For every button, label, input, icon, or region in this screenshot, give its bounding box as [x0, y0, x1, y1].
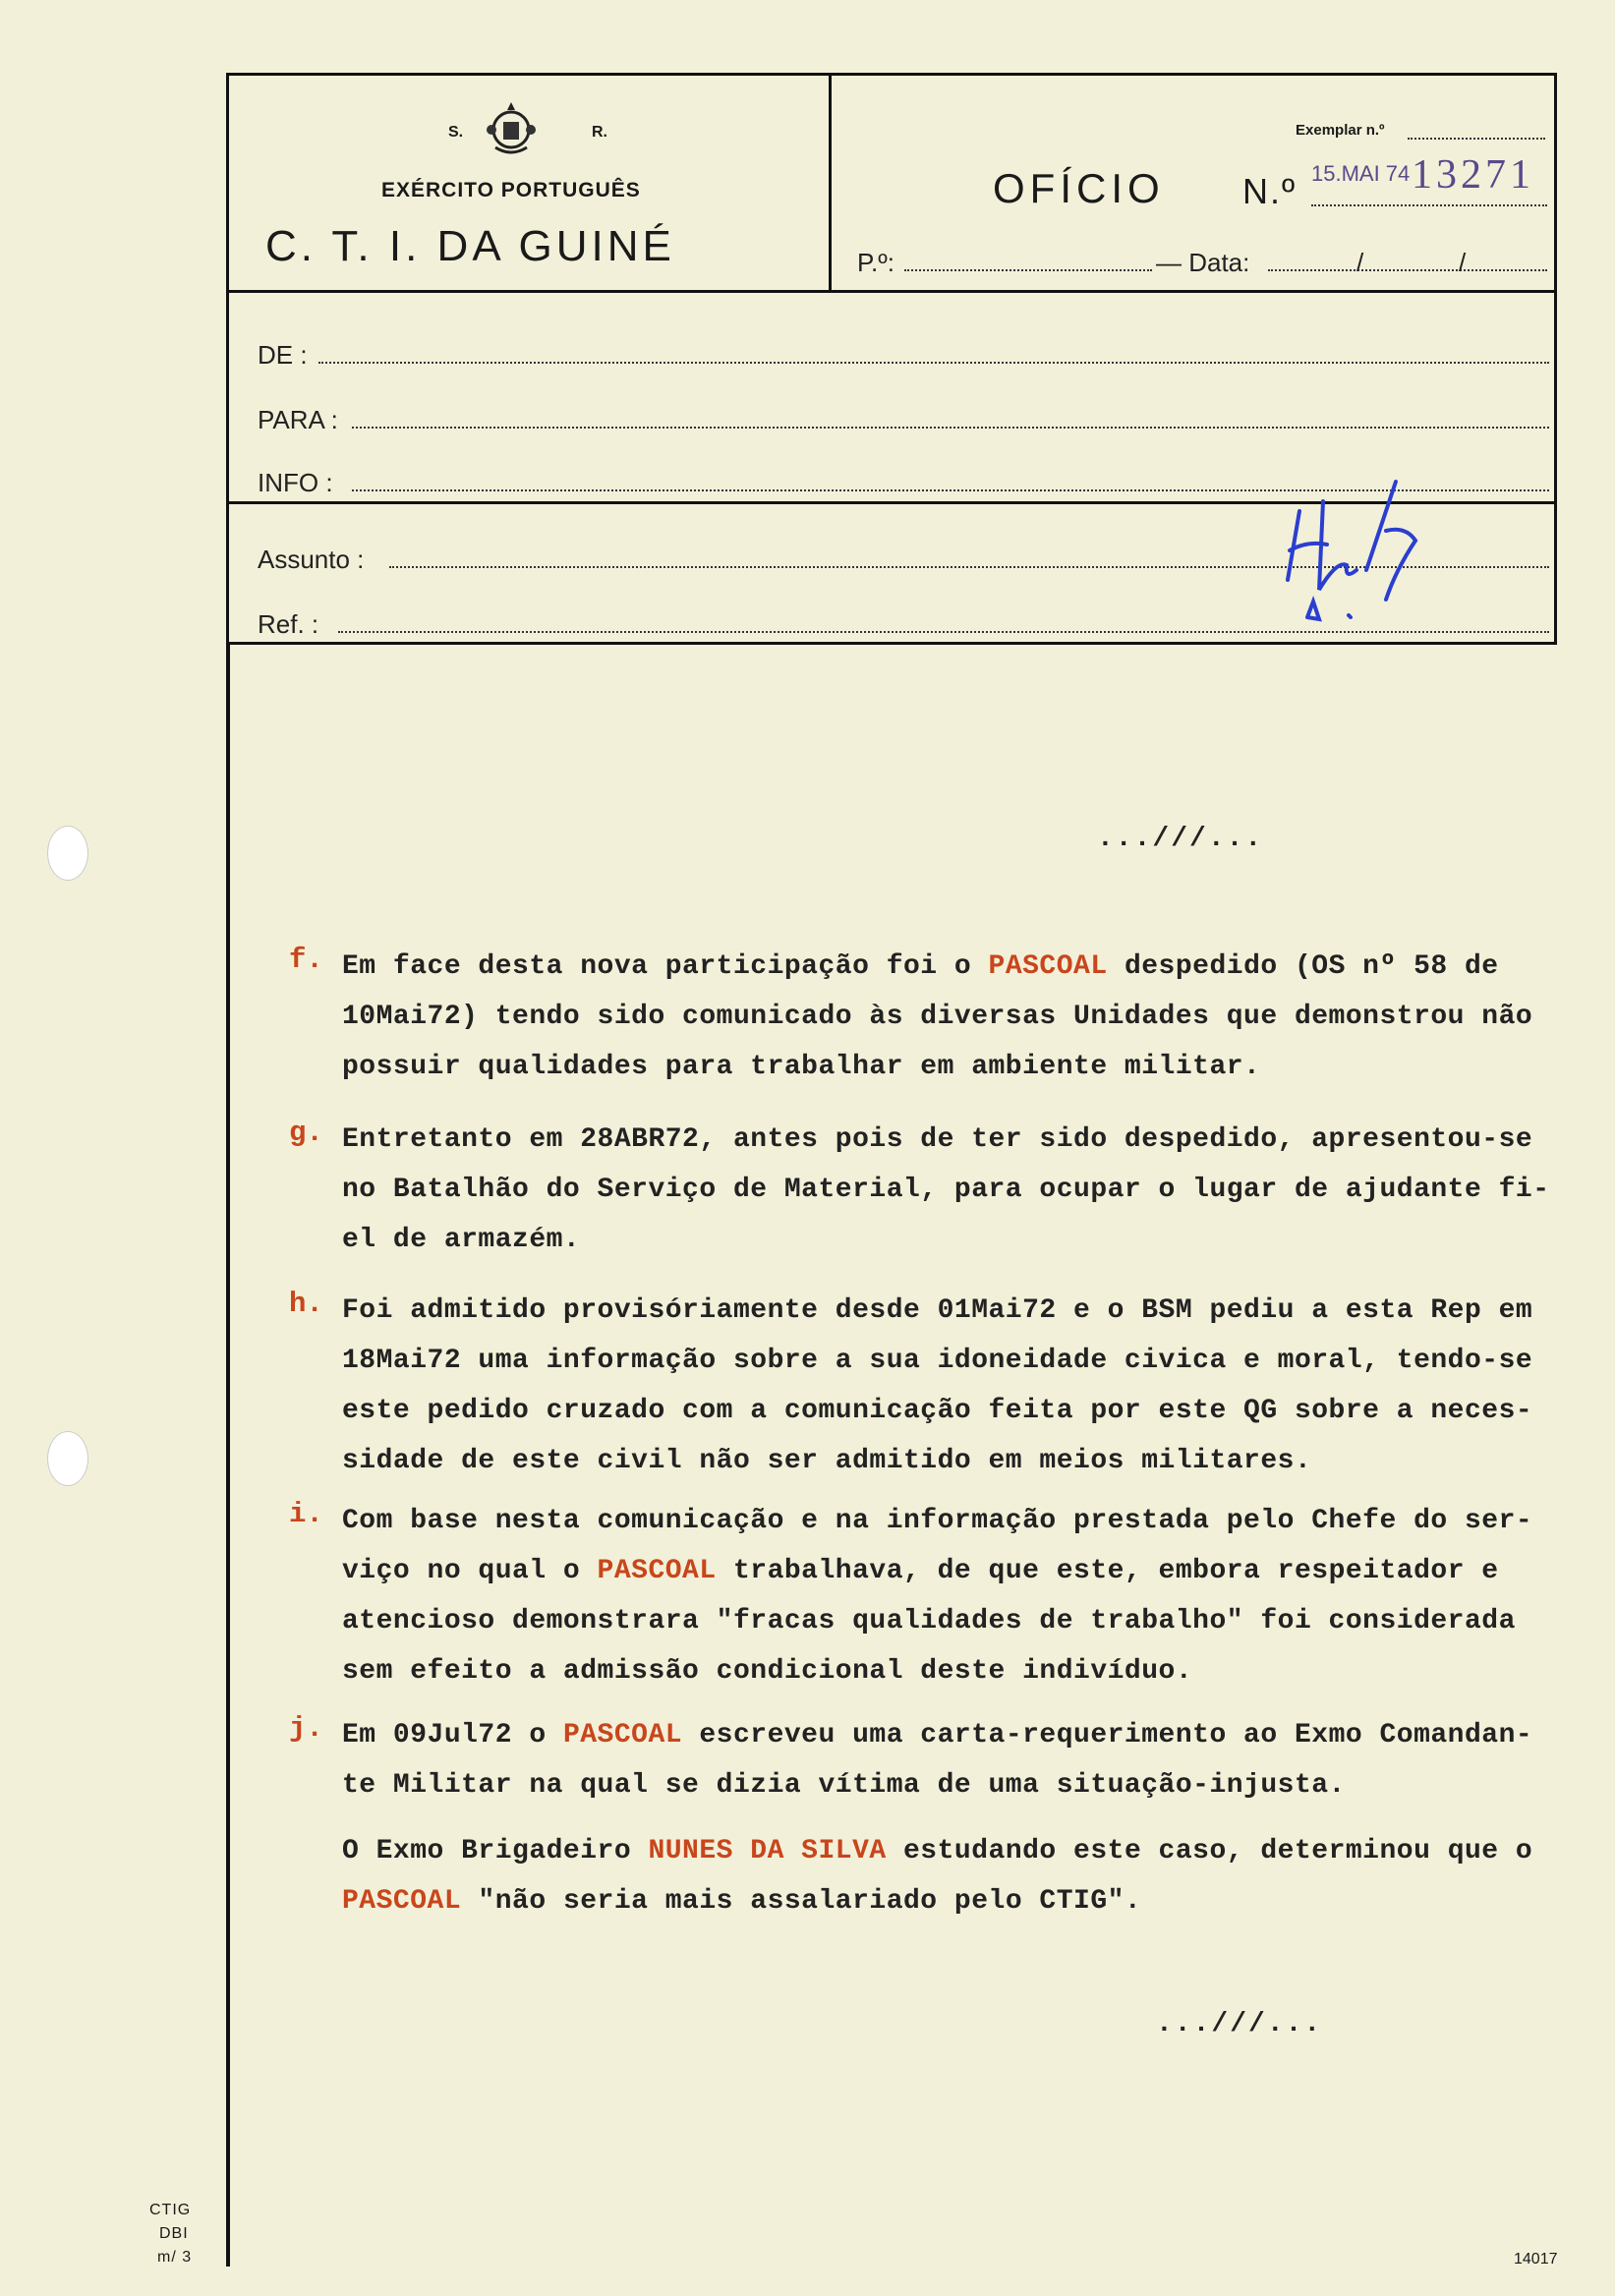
form-code-2: DBI [159, 2225, 189, 2242]
item-f-line-3: possuir qualidades para trabalhar em ambiente militar. [342, 1052, 1261, 1082]
print-code: 14017 [1514, 2251, 1558, 2267]
data-line [1268, 269, 1547, 271]
item-j-line-4 [342, 1876, 1141, 1926]
item-i-line-1: Com base nesta comunicação e na informação prestada pelo Chefe do ser- [342, 1506, 1533, 1536]
name-pascoal: PASCOAL [988, 951, 1108, 982]
po-line [904, 269, 1152, 271]
form-code-3: m/ 3 [157, 2249, 193, 2266]
para-label: PARA : [258, 405, 338, 434]
punch-hole-bottom [47, 1431, 88, 1486]
name-pascoal: PASCOAL [342, 1886, 462, 1917]
unit-name: C. T. I. DA GUINÉ [265, 222, 675, 270]
punch-hole-top [47, 826, 88, 881]
name-pascoal: PASCOAL [597, 1556, 717, 1586]
continuation-bottom: ...///... [1156, 2009, 1323, 2039]
item-g-line-1: Entretanto em 28ABR72, antes pois de ter sido despedido, apresentou-se [342, 1124, 1533, 1155]
item-j-letter: j. [289, 1712, 323, 1745]
crest-s: S. [448, 124, 464, 141]
item-h-line-4: sidade de este civil não ser admitido em meios militares. [342, 1446, 1312, 1476]
de-line [318, 362, 1549, 364]
continuation-top: ...///... [1097, 824, 1264, 854]
crest-icon [482, 98, 541, 157]
info-label: INFO : [258, 468, 333, 497]
ref-label: Ref. : [258, 609, 319, 639]
header-divider [829, 73, 832, 293]
item-i-line-4: sem efeito a admissão condicional deste indivíduo. [342, 1656, 1193, 1687]
name-pascoal: PASCOAL [562, 1720, 683, 1751]
item-f-line-1 [342, 942, 1499, 992]
item-h-line-3: este pedido cruzado com a comunicação feita por este QG sobre a neces- [342, 1396, 1533, 1426]
item-f-line-2: 10Mai72) tendo sido comunicado às diversas Unidades que demonstrou não [342, 1002, 1533, 1032]
item-h-letter: h. [289, 1288, 323, 1320]
org-name: EXÉRCITO PORTUGUÊS [381, 179, 641, 201]
item-i-text-2a: viço no qual o [342, 1556, 598, 1586]
item-f-letter: f. [289, 944, 323, 976]
item-h-line-1: Foi admitido provisóriamente desde 01Mai72 e o BSM pediu a esta Rep em [342, 1295, 1533, 1326]
item-j-text-3b: estudando este caso, determinou que o [886, 1836, 1533, 1866]
data-label: — Data: [1156, 248, 1250, 277]
numero-label: N.º [1242, 171, 1298, 211]
assunto-label: Assunto : [258, 545, 365, 574]
item-g-line-3: el de armazém. [342, 1225, 581, 1255]
handwritten-initials [1268, 472, 1435, 639]
margin-rule [226, 645, 230, 2267]
stamp-number: 13271 [1412, 152, 1534, 198]
item-g-letter: g. [289, 1117, 323, 1149]
item-j-line-3 [342, 1826, 1532, 1876]
item-j-text-1b: escreveu uma carta-requerimento ao Exmo Comandan- [682, 1720, 1533, 1751]
exemplar-line [1408, 138, 1545, 140]
stamp-date: 15.MAI 74 [1311, 161, 1411, 186]
item-j-line-2: te Militar na qual se dizia vítima de uma situação-injusta. [342, 1770, 1346, 1801]
item-i-text-2b: trabalhava, de que este, embora respeitador e [716, 1556, 1499, 1586]
item-i-line-3: atencioso demonstrara "fracas qualidades de trabalho" foi considerada [342, 1606, 1516, 1636]
item-i-letter: i. [289, 1498, 323, 1530]
para-line [352, 427, 1549, 429]
item-f-text-1a: Em face desta nova participação foi o [342, 951, 989, 982]
item-j-text-4b: "não seria mais assalariado pelo CTIG". [461, 1886, 1142, 1917]
header-rule-1 [226, 290, 1557, 293]
item-j-line-1 [342, 1710, 1532, 1760]
crest-r: R. [592, 124, 607, 141]
form-code-1: CTIG [149, 2202, 192, 2218]
oficio-title: OFÍCIO [993, 165, 1165, 211]
data-slash-1: / [1356, 248, 1364, 277]
data-slash-2: / [1459, 248, 1467, 277]
item-h-line-2: 18Mai72 uma informação sobre a sua idoneidade civica e moral, tendo-se [342, 1346, 1533, 1376]
po-label: P.º: [857, 248, 894, 277]
exemplar-label: Exemplar n.º [1296, 122, 1385, 139]
item-j-text-3a: O Exmo Brigadeiro [342, 1836, 649, 1866]
item-g-line-2: no Batalhão do Serviço de Material, para ocupar o lugar de ajudante fi- [342, 1175, 1550, 1205]
de-label: DE : [258, 340, 308, 370]
item-f-text-1b: despedido (OS nº 58 de [1107, 951, 1499, 982]
item-i-line-2 [342, 1546, 1499, 1596]
item-j-text-1a: Em 09Jul72 o [342, 1720, 563, 1751]
name-nunes-da-silva: NUNES DA SILVA [648, 1836, 887, 1866]
numero-line [1311, 204, 1547, 206]
